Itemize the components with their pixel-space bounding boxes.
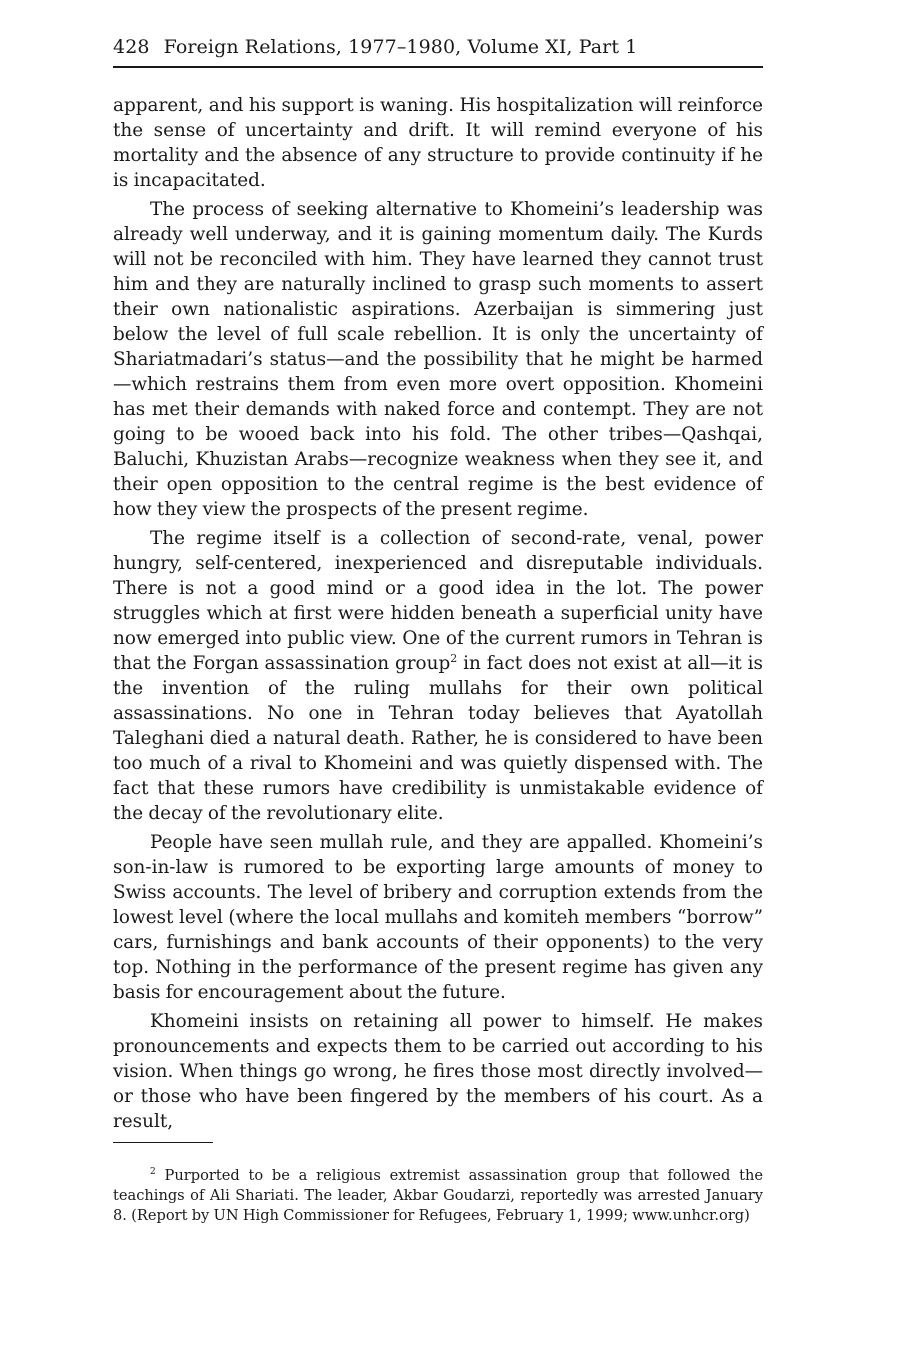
header-title: Foreign Relations, 1977–1980, Volume XI, Part 1 <box>163 36 638 58</box>
footnote-text: Purported to be a religious extremist assassination group that followed the teachings of Ali Shariati. The leader, Akbar Goudarzi, reportedly was arrested January 8. (Report by UN High Commissioner for Refugees, February 1, 1999; www.unhcr.org) <box>113 1167 763 1224</box>
paragraph-alternatives: The process of seeking alternative to Khomeini’s leadership was already well underway, and it is gaining momentum daily. The Kurds will not be reconciled with him. They have learned they cannot trust him and they are naturally inclined to grasp such moments to assert their own nationalistic aspirations. Azerbaijan is simmering just below the level of full scale rebellion. It is only the uncertainty of Shariatmadari’s status—and the possibility that he might be harmed—which restrains them from even more overt opposition. Khomeini has met their demands with naked force and contempt. They are not going to be wooed back into his fold. The other tribes—Qashqai, Baluchi, Khuzistan Arabs—recognize weakness when they see it, and their open opposition to the central regime is the best evidence of how they view the prospects of the present regime. <box>113 199 763 520</box>
footnote-divider <box>113 1142 213 1143</box>
footnote <box>113 1166 763 1226</box>
footnote-number: 2 <box>150 1167 156 1178</box>
paragraph-regime-text: The regime itself is a collection of second-rate, venal, power hungry, self-centered, inexperienced and disreputable individuals. There is not a good mind or a good idea in the lot. The power struggles which at first were hidden beneath a superficial unity have now emerged into public view. One of the current rumors in Tehran is that the Forgan assassination group <box>113 528 763 674</box>
paragraph-khomeini-power: Khomeini insists on retaining all power to himself. He makes pronouncements and expects them to be carried out according to his vision. When things go wrong, he fires those most directly involved—or those who have been fingered by the members of his court. As a result, <box>113 1011 763 1132</box>
body-text <box>113 93 763 1134</box>
paragraph-regime <box>113 526 763 826</box>
running-header <box>113 34 763 68</box>
paragraph-regime-text-after: in fact does not exist at all—it is the invention of the ruling mullahs for their own political assassinations. No one in Tehran today believes that Ayatollah Taleghani died a natural death. Rather, he is considered to have been too much of a rival to Khomeini and was quietly dispensed with. The fact that these rumors have credibility is unmistakable evidence of the decay of the revolutionary elite. <box>113 653 763 824</box>
footnote-reference: 2 <box>450 651 458 665</box>
paragraph-mullah-rule: People have seen mullah rule, and they are appalled. Khomeini’s son-in-law is rumored to be exporting large amounts of money to Swiss accounts. The level of bribery and corruption extends from the lowest level (where the local mullahs and komiteh members “borrow” cars, furnishings and bank accounts of their opponents) to the very top. Nothing in the performance of the present regime has given any basis for encouragement about the future. <box>113 832 763 1003</box>
paragraph-continued: apparent, and his support is waning. His hospitalization will reinforce the sense of uncertainty and drift. It will remind everyone of his mortality and the absence of any structure to provide continuity if he is incapacitated. <box>113 95 763 191</box>
page-number: 428 <box>113 36 150 58</box>
document-page <box>113 34 763 1138</box>
footnotes <box>113 1166 763 1226</box>
